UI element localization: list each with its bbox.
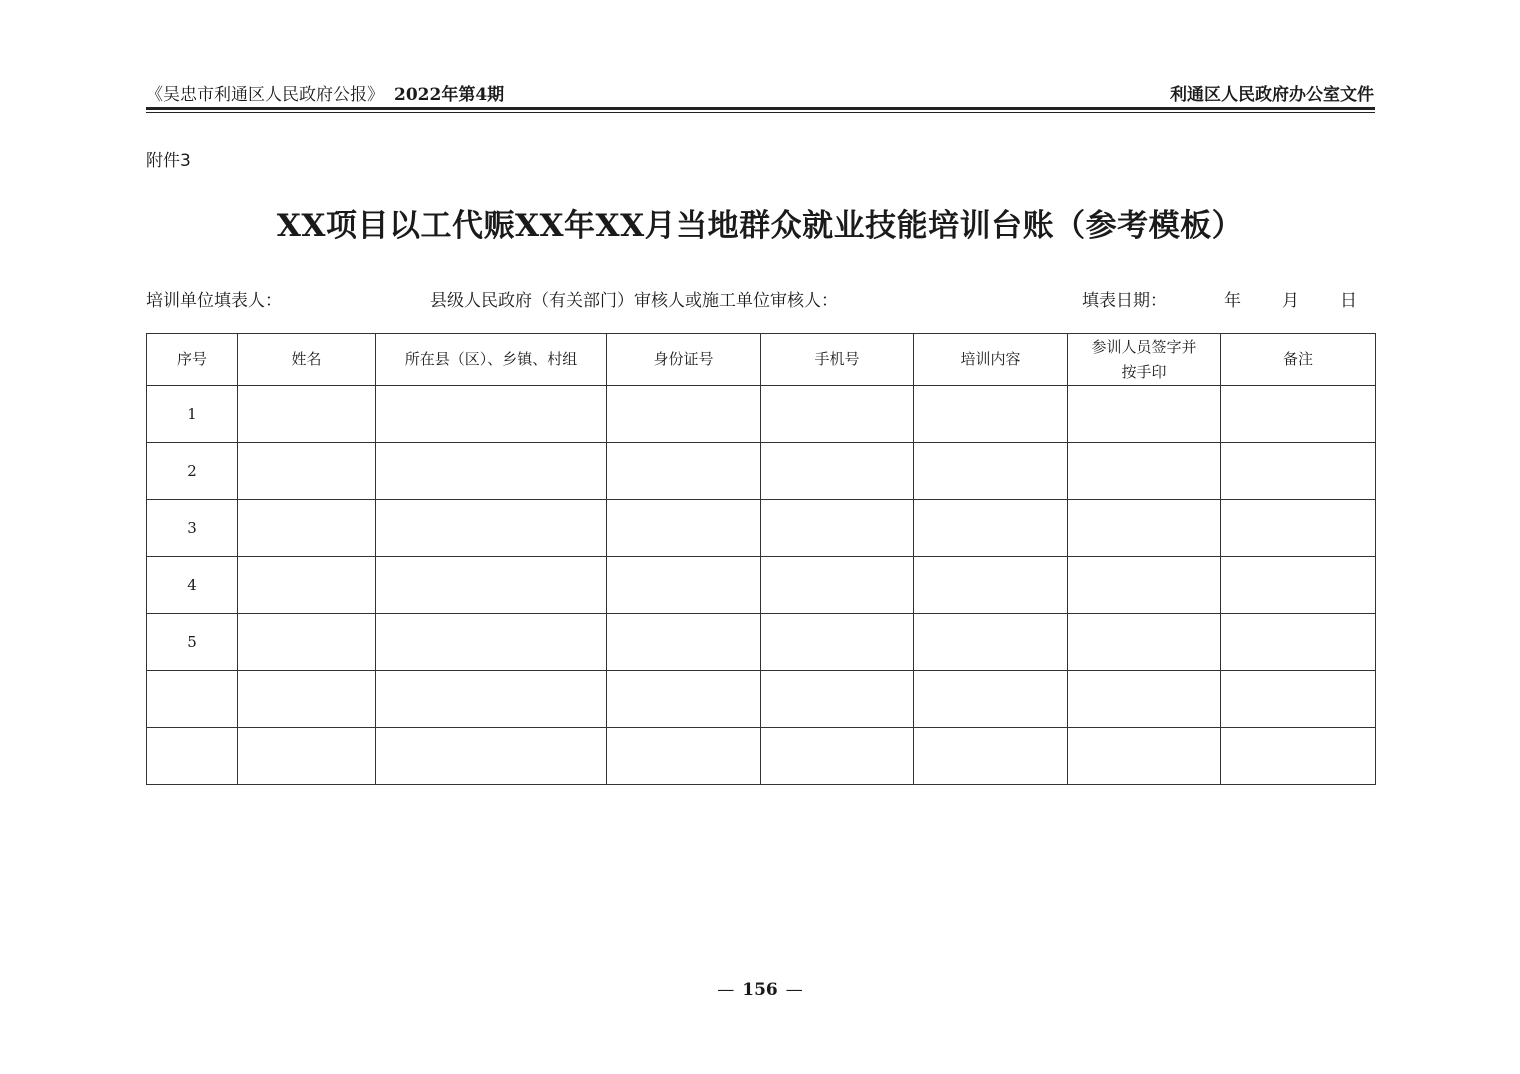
id-number-cell [607, 500, 761, 557]
header-rule-thin [146, 112, 1375, 113]
location-cell [376, 671, 607, 728]
fill-date-label: 填表日期： [1082, 291, 1167, 311]
name-cell [238, 386, 376, 443]
column-header-remarks: 备注 [1221, 334, 1376, 386]
id-number-cell [607, 614, 761, 671]
signature-cell [1068, 614, 1221, 671]
id-number-cell [607, 671, 761, 728]
table-row [147, 557, 1376, 614]
name-cell [238, 500, 376, 557]
filler-label: 培训单位填表人： [146, 291, 282, 311]
remarks-cell [1221, 614, 1376, 671]
remarks-cell [1221, 557, 1376, 614]
table-header-row [147, 334, 1376, 386]
phone-cell [761, 557, 914, 614]
name-cell [238, 443, 376, 500]
month-label: 月 [1282, 291, 1299, 311]
seq-cell: 5 [147, 614, 238, 671]
phone-cell [761, 728, 914, 785]
location-cell [376, 500, 607, 557]
location-cell [376, 728, 607, 785]
name-cell [238, 728, 376, 785]
remarks-cell [1221, 671, 1376, 728]
training-content-cell [914, 614, 1068, 671]
location-cell [376, 614, 607, 671]
footer-dash-right: — [785, 980, 803, 1000]
column-header-name: 姓名 [238, 334, 376, 386]
id-number-cell [607, 728, 761, 785]
column-header-phone: 手机号 [761, 334, 914, 386]
signature-cell [1068, 443, 1221, 500]
column-header-id-number: 身份证号 [607, 334, 761, 386]
header-rule-thick [146, 107, 1375, 110]
table-row [147, 728, 1376, 785]
name-cell [238, 671, 376, 728]
training-content-cell [914, 500, 1068, 557]
seq-cell: 2 [147, 443, 238, 500]
issue-number: 2022年第4期 [394, 85, 505, 105]
year-label: 年 [1224, 291, 1241, 311]
name-cell [238, 614, 376, 671]
phone-cell [761, 614, 914, 671]
name-cell [238, 557, 376, 614]
signature-cell [1068, 728, 1221, 785]
training-content-cell [914, 557, 1068, 614]
training-content-cell [914, 443, 1068, 500]
publication-name: 《吴忠市利通区人民政府公报》 [146, 85, 384, 105]
signature-cell [1068, 557, 1221, 614]
signature-cell [1068, 671, 1221, 728]
location-cell [376, 443, 607, 500]
seq-cell: 1 [147, 386, 238, 443]
office-header: 利通区人民政府办公室文件 [1170, 85, 1374, 105]
seq-cell [147, 671, 238, 728]
table-row [147, 500, 1376, 557]
phone-cell [761, 386, 914, 443]
table-row [147, 443, 1376, 500]
phone-cell [761, 671, 914, 728]
signature-cell [1068, 500, 1221, 557]
seq-cell [147, 728, 238, 785]
publication-header [146, 80, 504, 105]
id-number-cell [607, 386, 761, 443]
remarks-cell [1221, 386, 1376, 443]
table-row [147, 614, 1376, 671]
training-content-cell [914, 386, 1068, 443]
location-cell [376, 386, 607, 443]
id-number-cell [607, 557, 761, 614]
table-row [147, 386, 1376, 443]
seq-cell: 4 [147, 557, 238, 614]
column-header-signature [1068, 334, 1221, 386]
column-header-location: 所在县（区）、乡镇、村组 [376, 334, 607, 386]
footer-dash-left: — [717, 980, 735, 1000]
attachment-label: 附件3 [146, 151, 191, 171]
location-cell [376, 557, 607, 614]
table-row [147, 671, 1376, 728]
page-number: 156 [742, 980, 778, 1000]
phone-cell [761, 443, 914, 500]
training-content-cell [914, 728, 1068, 785]
remarks-cell [1221, 500, 1376, 557]
page-title: XX项目以工代赈XX年XX月当地群众就业技能培训台账（参考模板） [276, 208, 1244, 244]
day-label: 日 [1340, 291, 1357, 311]
reviewer-label: 县级人民政府（有关部门）审核人或施工单位审核人： [430, 291, 838, 311]
column-header-training-content: 培训内容 [914, 334, 1068, 386]
signature-header-line2: 按手印 [1121, 362, 1167, 381]
page-footer [0, 980, 1520, 1000]
id-number-cell [607, 443, 761, 500]
remarks-cell [1221, 728, 1376, 785]
training-ledger-table [146, 333, 1376, 785]
training-content-cell [914, 671, 1068, 728]
signature-cell [1068, 386, 1221, 443]
seq-cell: 3 [147, 500, 238, 557]
phone-cell [761, 500, 914, 557]
remarks-cell [1221, 443, 1376, 500]
signature-header-line1: 参训人员签字并 [1091, 337, 1197, 356]
column-header-seq: 序号 [147, 334, 238, 386]
